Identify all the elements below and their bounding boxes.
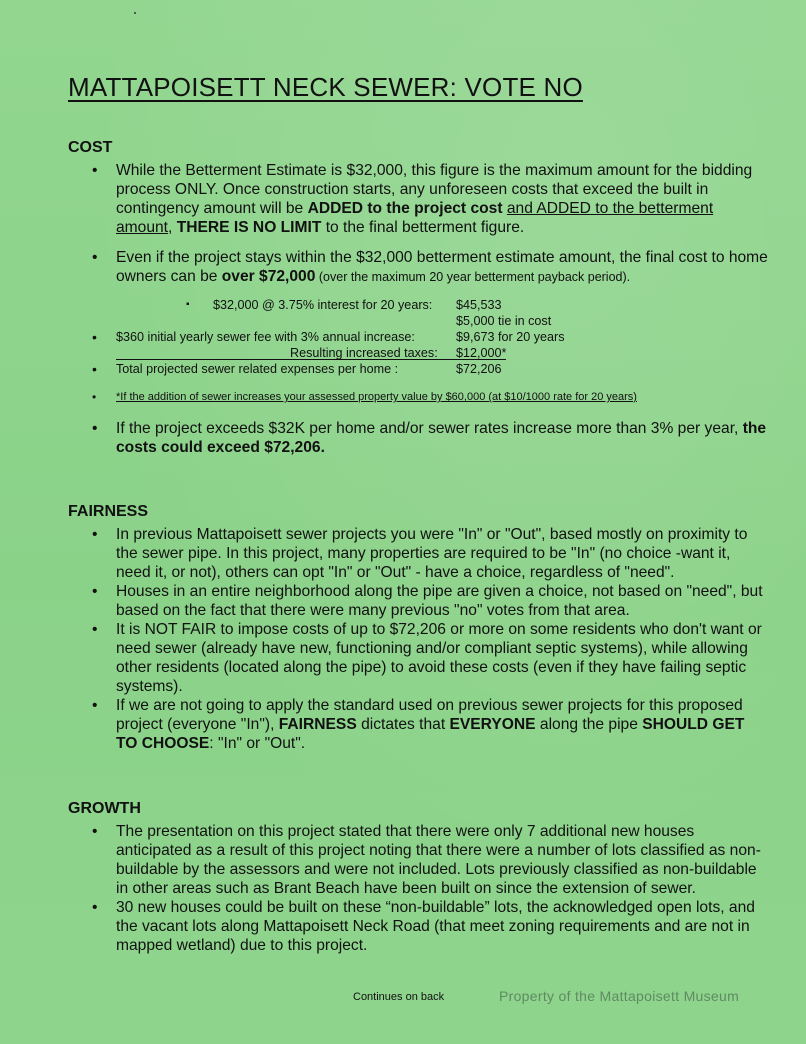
paper-speck xyxy=(134,12,136,14)
cost-heading: COST xyxy=(68,139,113,156)
calc-row-interest: ▪ $32,000 @ 3.75% interest for 20 years: $45,533 xyxy=(186,298,502,312)
growth-heading: GROWTH xyxy=(68,800,141,817)
cost-bullet-1: • While the Betterment Estimate is $32,000, this figure is the maximum amount for the bidding process ONLY. Once construction starts, any unforeseen costs that exceed the built in contingency amount will be ADDED to the project cost and ADDED to the betterment amount, THERE IS NO LIMIT to the final betterment figure. xyxy=(68,161,768,237)
growth-list xyxy=(68,822,768,955)
growth-section xyxy=(68,800,768,955)
fairness-section xyxy=(68,503,768,753)
fairness-bullet-2: • Houses in an entire neighborhood along the pipe are given a choice, not based on "need", but based on the fact that there were many previous "no" votes from that area. xyxy=(68,582,768,620)
calc-row-taxes: Resulting increased taxes: $12,000* xyxy=(68,345,768,361)
calc-footnote-row: • *If the addition of sewer increases your assessed property value by $60,000 (at $10/1000 rate for 20 years) xyxy=(92,390,637,404)
cost-section xyxy=(68,139,768,457)
cost-list-2 xyxy=(68,419,768,457)
square-bullet-icon: ▪ xyxy=(186,299,190,310)
fairness-bullet-3: • It is NOT FAIR to impose costs of up to $72,206 or more on some residents who don't want or need sewer (already have new, functioning and/or compliant septic systems), while allowing other residents (located along the pipe) to avoid these costs (even if they have failing septic systems). xyxy=(68,620,768,696)
continues-on-back-note: Continues on back xyxy=(353,991,445,1003)
calc-row-total: • Total projected sewer related expenses per home : $72,206 xyxy=(92,361,502,377)
fairness-list xyxy=(68,525,768,753)
fairness-bullet-4: • If we are not going to apply the standard used on previous sewer projects for this proposed project (everyone "In"), FAIRNESS dictates that EVERYONE along the pipe SHOULD GET TO CHOOSE: "In" or "Out". xyxy=(68,696,768,753)
calc-row-tie-in: $5,000 tie in cost xyxy=(456,314,552,328)
bullet-icon: • xyxy=(92,390,97,404)
fairness-heading: FAIRNESS xyxy=(68,503,149,520)
fairness-bullet-1: • In previous Mattapoisett sewer projects you were "In" or "Out", based mostly on proximity to the sewer pipe. In this project, many properties are required to be "In" (no choice -want it, need it, or not), others can opt "In" or "Out" - have a choice, regardless of "need". xyxy=(68,525,768,582)
cost-calculation-table xyxy=(68,297,768,411)
growth-bullet-1: • The presentation on this project stated that there were only 7 additional new houses anticipated as a result of this project noting that there were a number of lots classified as non-buildable by the assessors and were not included. Lots previously classified as non-buildable in other areas such as Brant Beach have been built on since the extension of sewer. xyxy=(68,822,768,898)
cost-list xyxy=(68,161,768,287)
bullet-icon: • xyxy=(92,329,97,345)
page-title: MATTAPOISETT NECK SEWER: VOTE NO xyxy=(68,72,583,102)
cost-bullet-2: • Even if the project stays within the $32,000 betterment estimate amount, the final cost to home owners can be over $72,000 (over the maximum 20 year betterment payback period). xyxy=(68,248,768,287)
bullet-icon: • xyxy=(92,361,97,377)
museum-watermark: Property of the Mattapoisett Museum xyxy=(499,988,740,1004)
cost-bullet-3: • If the project exceeds $32K per home and/or sewer rates increase more than 3% per year, the costs could exceed $72,206. xyxy=(68,419,768,457)
calc-row-sewer-fee: • $360 initial yearly sewer fee with 3% annual increase: $9,673 for 20 years xyxy=(92,329,565,345)
growth-bullet-2: • 30 new houses could be built on these “non-buildable” lots, the acknowledged open lots, and the vacant lots along Mattapoisett Neck Road (that meet zoning requirements and are not in mapped wetland) due to this project. xyxy=(68,898,768,955)
